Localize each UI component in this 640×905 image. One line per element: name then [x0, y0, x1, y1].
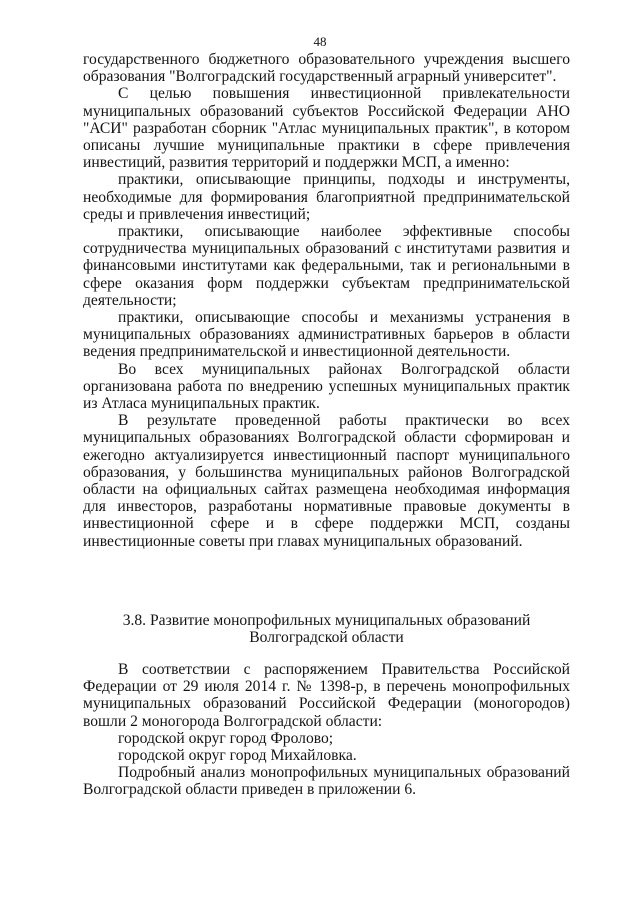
paragraph: С целью повышения инвестиционной привлекательности муниципальных образований субъектов Российской Федерации АНО "АСИ" разработан сборник "Атлас муниципальных практик", в котором описаны лучшие муниципальные практики в сфере привлечения инвестиций, развития территорий и поддержки МСП, а именно:: [83, 85, 570, 172]
section-body-text: [83, 661, 570, 799]
list-item: практики, описывающие принципы, подходы и инструменты, необходимые для формирования благоприятной предпринимательской среды и привлечения инвестиций;: [83, 171, 570, 223]
section-heading-line: Волгоградской области: [249, 629, 404, 646]
paragraph: государственного бюджетного образовательного учреждения высшего образования "Волгоградский государственный аграрный университет".: [83, 51, 570, 86]
paragraph: В результате проведенной работы практически во всех муниципальных образованиях Волгоградской области сформирован и ежегодно актуализируется инвестиционный паспорт муниципального образования, у большинства муниципальных районов Волгоградской области на официальных сайтах размещена необходимая информация для инвесторов, разработаны нормативные правовые документы в инвестиционной сфере и в сфере поддержки МСП, созданы инвестиционные советы при главах муниципальных образований.: [83, 412, 570, 550]
page-number: 48: [313, 34, 327, 49]
paragraph: Во всех муниципальных районах Волгоградской области организована работа по внедрению успешных муниципальных практик из Атласа муниципальных практик.: [83, 360, 570, 413]
list-item: городской округ город Михайловка.: [118, 747, 357, 765]
body-text: [83, 51, 570, 550]
paragraph: В соответствии с распоряжением Правительства Российской Федерации от 29 июля 2014 г. № 1398-р, в перечень монопрофильных муниципальных образований Российской Федерации (моногородов) вошли 2 моногорода Волгоградской области:: [83, 661, 570, 730]
paragraph: Подробный анализ монопрофильных муниципальных образований Волгоградской области приведен в приложении 6.: [83, 764, 570, 799]
list-item: практики, описывающие способы и механизмы устранения в муниципальных образованиях административных барьеров в области ведения предпринимательской и инвестиционной деятельности.: [83, 309, 570, 361]
list-item: городской округ город Фролово;: [118, 729, 334, 747]
list-item: практики, описывающие наиболее эффективные способы сотрудничества муниципальных образований с институтами развития и финансовыми институтами как федеральными, так и региональными в сфере оказания форм поддержки субъектам предпринимательской деятельности;: [83, 223, 570, 309]
section-heading: [83, 612, 570, 646]
section-heading-line: 3.8. Развитие монопрофильных муниципальных образований: [122, 612, 531, 629]
